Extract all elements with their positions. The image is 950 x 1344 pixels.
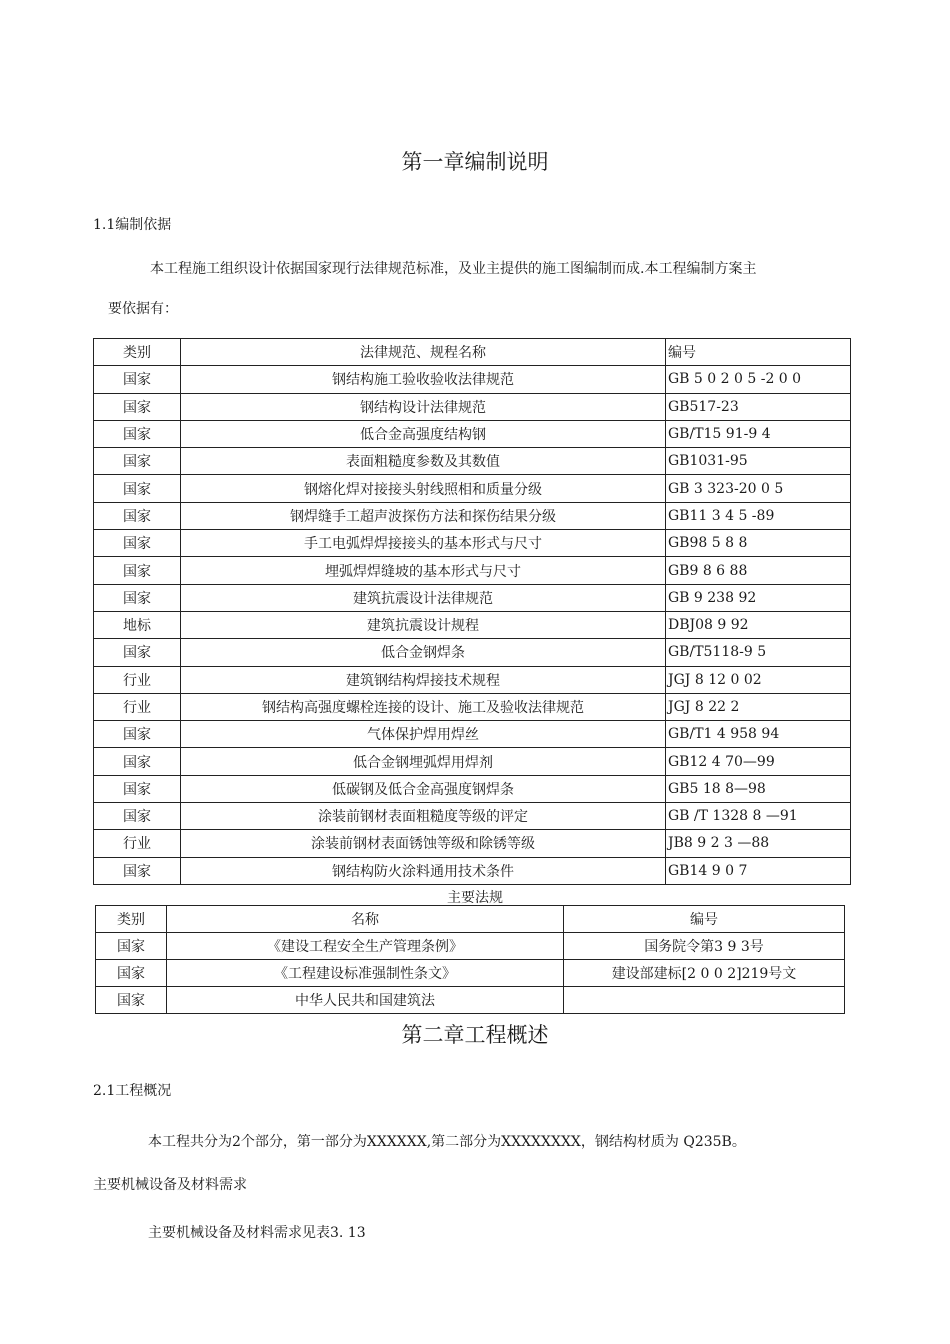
table-cell: 建筑抗震设计规程: [181, 611, 666, 638]
chapter2-title: 第二章工程概述: [401, 1023, 549, 1047]
table-row: [94, 857, 851, 884]
table-row: [94, 639, 851, 666]
table-row: [94, 502, 851, 529]
table-cell: GB 3 323-20 0 5: [666, 475, 851, 502]
table-cell: 国家: [94, 557, 181, 584]
table-row: [94, 803, 851, 830]
intro-paragraph-line1: 本工程施工组织设计依据国家现行法律规范标准，及业主提供的施工图编制而成.本工程编制方案主: [150, 261, 757, 277]
table-cell: 国家: [94, 639, 181, 666]
table-row: [94, 666, 851, 693]
table-row: [94, 393, 851, 420]
table-row: [94, 830, 851, 857]
table-cell: 国家: [94, 721, 181, 748]
table-header-cell: 编号: [666, 339, 851, 366]
table-row: [94, 530, 851, 557]
chapter1-title: 第一章编制说明: [401, 150, 549, 174]
table-cell: GB12 4 70—99: [666, 748, 851, 775]
table-cell: GB9 8 6 88: [666, 557, 851, 584]
table-cell: 低合金钢焊条: [181, 639, 666, 666]
table-cell: 低碳钢及低合金高强度钢焊条: [181, 775, 666, 802]
table-cell: GB/T1 4 958 94: [666, 721, 851, 748]
section-1-1-heading: 1.1编制依据: [93, 217, 172, 233]
intro-paragraph-line2: 要依据有：: [108, 301, 178, 317]
table-cell: 低合金钢埋弧焊用焊剂: [181, 748, 666, 775]
table-cell: GB/T5118-9 5: [666, 639, 851, 666]
table-cell: GB /T 1328 8 —91: [666, 803, 851, 830]
table-cell: 国家: [94, 366, 181, 393]
table-row: [94, 775, 851, 802]
table-cell: JGJ 8 12 0 02: [666, 666, 851, 693]
table-cell: GB/T15 91-9 4: [666, 420, 851, 447]
table-cell: 钢结构设计法律规范: [181, 393, 666, 420]
table-row: [94, 448, 851, 475]
table-cell: 钢结构高强度螺栓连接的设计、施工及验收法律规范: [181, 693, 666, 720]
table-header-row: [96, 906, 845, 933]
equipment-subheading: 主要机械设备及材料需求: [93, 1177, 247, 1193]
table-cell: 低合金高强度结构钢: [181, 420, 666, 447]
overview-paragraph: 本工程共分为2个部分，第一部分为XXXXXX,第二部分为XXXXXXXX，钢结构材质为 Q235B。: [148, 1134, 746, 1150]
table-row: [94, 557, 851, 584]
table-cell: 国家: [96, 960, 167, 987]
table-cell: 地标: [94, 611, 181, 638]
table-cell: 国务院令第3 9 3号: [564, 933, 845, 960]
table-cell: 国家: [94, 530, 181, 557]
table-cell: 涂装前钢材表面锈蚀等级和除锈等级: [181, 830, 666, 857]
table-cell: 国家: [94, 393, 181, 420]
table-row: [94, 475, 851, 502]
laws-table-caption: 主要法规: [447, 890, 503, 906]
table-header-cell: 类别: [94, 339, 181, 366]
standards-table: [93, 338, 851, 885]
table-row: [94, 693, 851, 720]
table-row: [94, 584, 851, 611]
table-cell: 中华人民共和国建筑法: [167, 987, 564, 1014]
table-cell: 国家: [96, 933, 167, 960]
table-header-cell: 名称: [167, 906, 564, 933]
table-cell: 涂装前钢材表面粗糙度等级的评定: [181, 803, 666, 830]
equipment-paragraph: 主要机械设备及材料需求见表3. 13: [148, 1225, 366, 1241]
table-cell: 国家: [94, 475, 181, 502]
table-cell: GB98 5 8 8: [666, 530, 851, 557]
table-cell: [564, 987, 845, 1014]
table-header-cell: 编号: [564, 906, 845, 933]
table-row: [96, 933, 845, 960]
table-cell: 《建设工程安全生产管理条例》: [167, 933, 564, 960]
table-cell: GB517-23: [666, 393, 851, 420]
table-cell: 埋弧焊焊缝坡的基本形式与尺寸: [181, 557, 666, 584]
laws-table: [95, 905, 845, 1014]
table-cell: 手工电弧焊焊接接头的基本形式与尺寸: [181, 530, 666, 557]
table-cell: 国家: [94, 420, 181, 447]
table-cell: 钢熔化焊对接接头射线照相和质量分级: [181, 475, 666, 502]
table-cell: 行业: [94, 693, 181, 720]
table-cell: 国家: [94, 448, 181, 475]
table-cell: DBJ08 9 92: [666, 611, 851, 638]
table-cell: GB 9 238 92: [666, 584, 851, 611]
table-cell: 建筑抗震设计法律规范: [181, 584, 666, 611]
table-cell: 气体保护焊用焊丝: [181, 721, 666, 748]
table-row: [94, 721, 851, 748]
table-cell: GB14 9 0 7: [666, 857, 851, 884]
table-cell: GB 5 0 2 0 5 -2 0 0: [666, 366, 851, 393]
table-cell: 国家: [94, 803, 181, 830]
table-cell: 钢结构防火涂料通用技术条件: [181, 857, 666, 884]
table-cell: 国家: [94, 502, 181, 529]
table-cell: 国家: [96, 987, 167, 1014]
table-header-cell: 类别: [96, 906, 167, 933]
table-cell: 建筑钢结构焊接技术规程: [181, 666, 666, 693]
table-cell: 国家: [94, 775, 181, 802]
table-row: [94, 420, 851, 447]
table-cell: 表面粗糙度参数及其数值: [181, 448, 666, 475]
table-cell: 《工程建设标准强制性条文》: [167, 960, 564, 987]
table-cell: 行业: [94, 666, 181, 693]
table-cell: 钢焊缝手工超声波探伤方法和探伤结果分级: [181, 502, 666, 529]
table-header-row: [94, 339, 851, 366]
table-cell: JB8 9 2 3 —88: [666, 830, 851, 857]
table-cell: GB11 3 4 5 -89: [666, 502, 851, 529]
table-row: [94, 366, 851, 393]
section-2-1-heading: 2.1工程概况: [93, 1083, 172, 1099]
table-cell: 国家: [94, 857, 181, 884]
table-header-cell: 法律规范、规程名称: [181, 339, 666, 366]
table-cell: 行业: [94, 830, 181, 857]
table-cell: 钢结构施工验收验收法律规范: [181, 366, 666, 393]
table-row: [94, 611, 851, 638]
table-cell: GB1031-95: [666, 448, 851, 475]
table-cell: 国家: [94, 584, 181, 611]
table-cell: 国家: [94, 748, 181, 775]
table-row: [94, 748, 851, 775]
table-row: [96, 960, 845, 987]
table-cell: JGJ 8 22 2: [666, 693, 851, 720]
table-row: [96, 987, 845, 1014]
table-cell: GB5 18 8—98: [666, 775, 851, 802]
table-cell: 建设部建标[2 0 0 2]219号文: [564, 960, 845, 987]
